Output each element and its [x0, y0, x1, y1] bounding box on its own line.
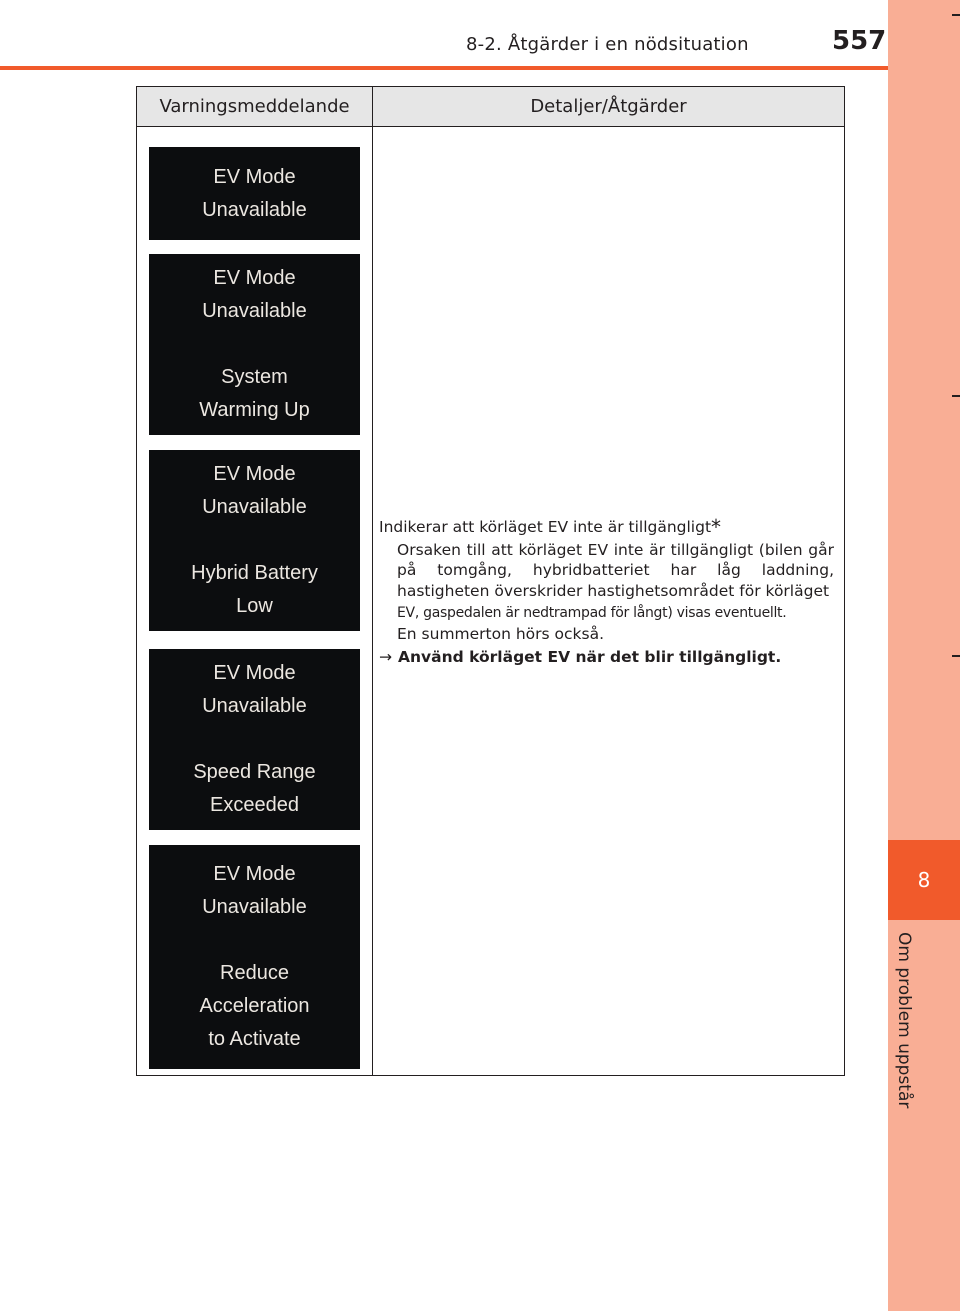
- screen-gap: [149, 924, 360, 957]
- details-body-end: En summerton hörs också.: [397, 624, 605, 643]
- crop-mark: [952, 14, 960, 16]
- arrow-icon: →: [379, 647, 392, 666]
- screen-line: Acceleration: [199, 995, 310, 1017]
- warning-screen: [149, 147, 360, 240]
- screen-line: Warming Up: [199, 399, 310, 421]
- details-action-text: Använd körläget EV när det blir tillgängligt.: [398, 647, 782, 666]
- screen-line: Exceeded: [210, 794, 299, 816]
- screen-line: Unavailable: [202, 300, 307, 322]
- screen-line: EV Mode: [213, 267, 296, 289]
- page-number: 557: [832, 26, 887, 56]
- screen-gap: [149, 328, 360, 361]
- footnote-mark: *: [711, 515, 722, 539]
- warning-screen: [149, 450, 360, 631]
- header-details-actions: Detaljer/Åtgärder: [530, 96, 687, 117]
- screen-line: Low: [236, 595, 273, 617]
- details-body-continued: EV, gaspedalen är nedtrampad för långt) visas eventuellt.: [397, 605, 787, 622]
- screen-gap: [149, 723, 360, 756]
- details-body: Orsaken till att körläget EV inte är tillgängligt (bilen går på tomgång, hybridbatteriet har låg laddning, hastigheten överskrider hastighetsområdet för körläget: [397, 540, 834, 600]
- warning-table: [136, 86, 845, 1076]
- screen-line: Unavailable: [202, 695, 307, 717]
- screen-line: EV Mode: [213, 662, 296, 684]
- screen-line: Unavailable: [202, 496, 307, 518]
- warning-screen: [149, 254, 360, 435]
- details-lead: [379, 517, 834, 538]
- screen-line: Hybrid Battery: [191, 562, 318, 584]
- screen-line: EV Mode: [213, 863, 296, 885]
- header-warning-message: Varningsmeddelande: [159, 96, 350, 117]
- chapter-number: 8: [917, 868, 931, 892]
- column-divider: [372, 87, 373, 1075]
- side-band: [888, 0, 960, 1311]
- screen-line: System: [221, 366, 288, 388]
- screen-line: Reduce: [220, 962, 289, 984]
- crop-mark: [952, 395, 960, 397]
- screen-line: EV Mode: [213, 165, 296, 188]
- warning-screen: [149, 845, 360, 1069]
- screen-line: EV Mode: [213, 463, 296, 485]
- table-header-row: [137, 87, 844, 127]
- crop-mark: [952, 655, 960, 657]
- section-title: 8-2. Åtgärder i en nödsituation: [466, 34, 749, 55]
- warning-screen: [149, 649, 360, 830]
- details-cell: [379, 517, 834, 667]
- screen-line: Unavailable: [202, 896, 307, 918]
- header-rule: [0, 66, 888, 70]
- chapter-tab[interactable]: [888, 840, 960, 920]
- details-lead-text: Indikerar att körläget EV inte är tillgängligt: [379, 518, 712, 536]
- screen-line: Unavailable: [202, 198, 307, 221]
- details-action: [379, 647, 834, 668]
- chapter-title: Om problem uppstår: [894, 932, 914, 1109]
- screen-line: Speed Range: [193, 761, 316, 783]
- screen-line: to Activate: [208, 1028, 301, 1050]
- screen-gap: [149, 524, 360, 557]
